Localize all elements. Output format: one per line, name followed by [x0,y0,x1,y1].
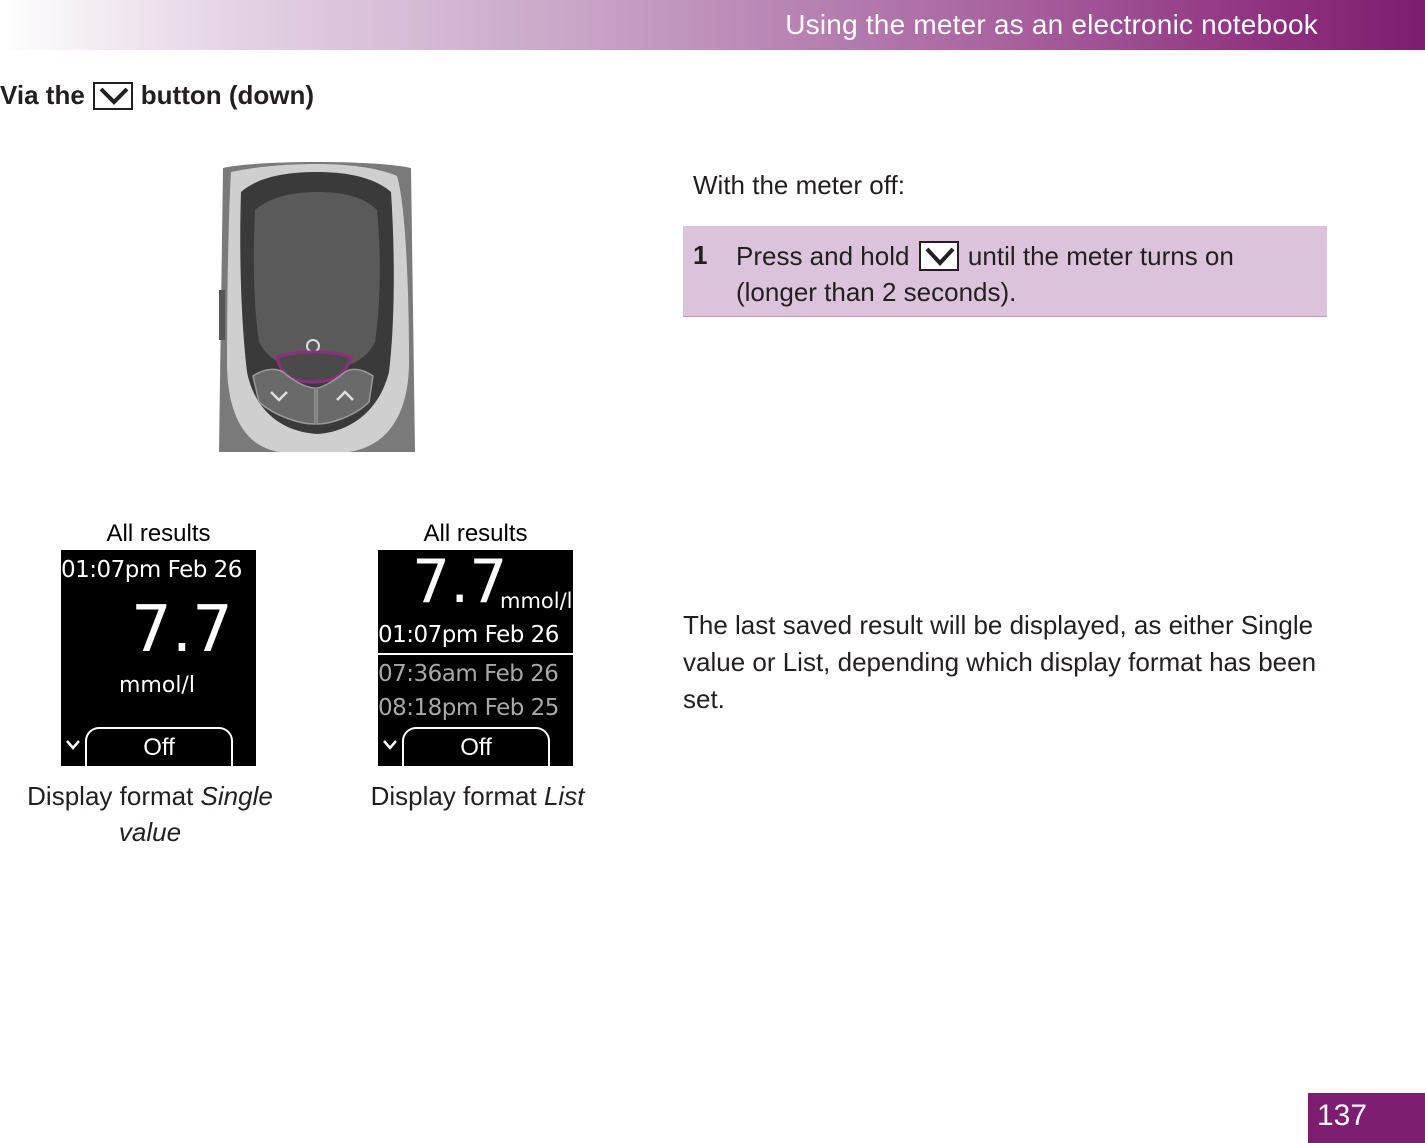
meter-illustration [219,162,415,452]
step-text-after: until the meter turns on (longer than 2 seconds). [736,241,1234,307]
lcd-datetime: 01:07pm Feb 26 [61,557,242,583]
lcd-list-row: 07:36am Feb 26 [378,661,559,687]
lcd-list-row: 08:18pm Feb 25 [378,695,559,721]
down-arrow-button-icon [93,82,133,110]
lcd-value: 7.7 [131,593,233,667]
step-text-before: Press and hold [736,241,910,271]
page-number-tab [1308,1093,1425,1143]
heading-suffix: button (down) [140,80,315,110]
step-number: 1 [693,240,708,270]
lcd-off-button: Off [402,727,550,769]
lcd-unit: mmol/l [500,589,573,613]
lcd-list [378,517,573,766]
section-heading [0,80,314,111]
chevron-down-icon [382,739,398,751]
caption-format: Single value [118,781,273,847]
result-description: The last saved result will be displayed, as either Single value or List, depending which display format has been set. [683,610,1317,714]
chapter-title: Using the meter as an electronic notebook [785,9,1318,40]
caption-format: List [543,781,585,811]
chevron-down-icon [65,739,81,751]
lcd-list-row: 01:07pm Feb 26 [378,622,559,648]
lcd-title: All results [378,517,573,550]
lcd-off-button: Off [85,727,233,769]
lcd-single-value [61,517,256,766]
caption-prefix: Display format [370,781,537,811]
down-arrow-button-icon [919,241,959,271]
lcd-unit: mmol/l [119,673,195,698]
lcd-value: 7.7 [412,547,508,617]
lcd-title: All results [61,517,256,550]
step-text [736,238,1321,310]
caption-single [10,778,290,850]
heading-prefix: Via the [0,80,85,110]
step-box [683,226,1327,317]
instruction-intro: With the meter off: [693,170,905,200]
page-number: 137 [1317,1099,1368,1132]
caption-prefix: Display format [27,781,194,811]
lcd-divider [378,653,573,655]
caption-list [350,778,605,814]
